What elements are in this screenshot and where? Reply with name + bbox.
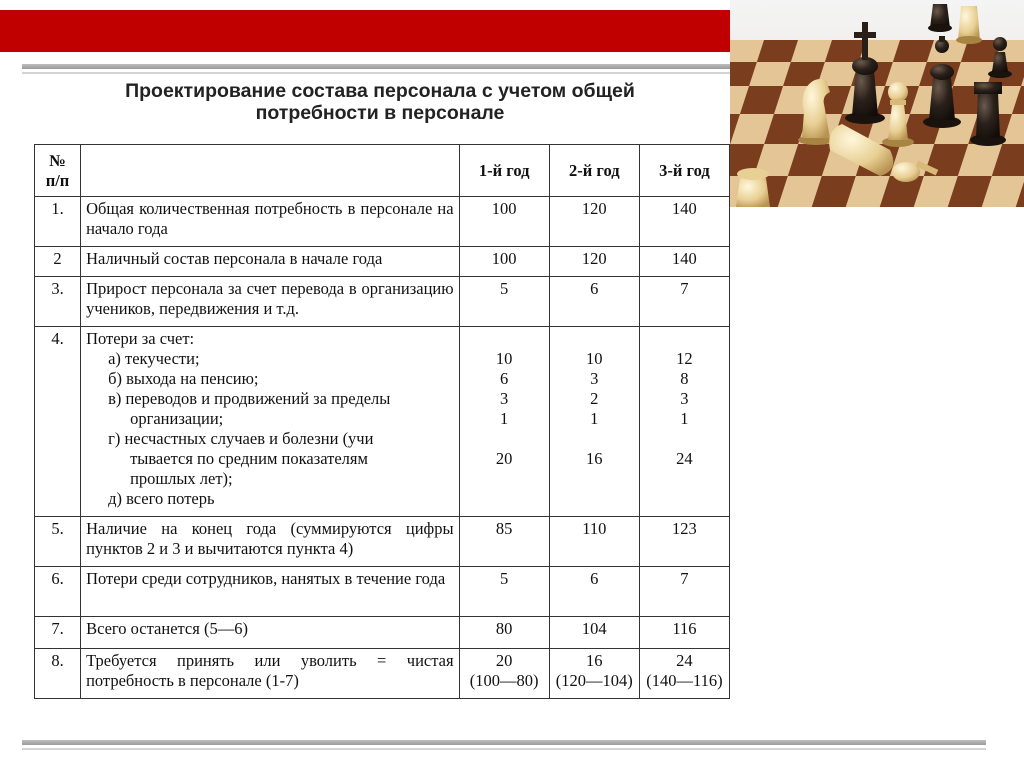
losses-year1 [459,327,549,517]
row-year3-formula: (140—116) [646,671,723,690]
losses-item-g-cont2: прошлых лет); [130,469,233,488]
page-title [60,80,700,124]
table-header-row [35,145,730,197]
row-text: Общая количественная потребность в персонале на начало года [81,197,460,247]
loss-value: 3 [500,389,509,408]
row-text: Требуется принять или уволить = чистая потребность в персонале (1-7) [81,649,460,699]
row-text: Наличие на конец года (суммируются цифры пунктов 2 и 3 и вычитаются пункта 4) [81,517,460,567]
loss-value: 24 [676,449,693,468]
loss-value: 12 [676,349,693,368]
row-year2: 120 [549,197,639,247]
row-year3: 7 [639,277,729,327]
row-year3: 7 [639,567,729,617]
row-num: 7. [35,617,81,649]
row-year1: 80 [459,617,549,649]
top-divider [22,64,730,69]
losses-item-g: г) несчастных случаев и болезни (учи [108,429,374,448]
header-description [81,145,460,197]
row-year1: 5 [459,567,549,617]
loss-value: 1 [500,409,509,428]
loss-value: 20 [495,449,513,468]
loss-value: 8 [680,369,689,388]
row-num: 2 [35,247,81,277]
row-text: Наличный состав персонала в начале года [81,247,460,277]
bottom-divider [22,740,986,745]
losses-item-b: б) выхода на пенсию; [108,369,259,388]
loss-value: 16 [586,449,603,468]
losses-text [81,327,460,517]
header-year2: 2-й год [549,145,639,197]
loss-value: 10 [586,349,603,368]
row-year2-value: 16 [586,651,603,670]
loss-value: 3 [680,389,689,408]
header-year3: 3-й год [639,145,729,197]
header-num-symbol: № [49,150,66,170]
table-row-losses [35,327,730,517]
top-divider-thin [22,72,730,74]
row-year1: 100 [459,197,549,247]
chess-photo [730,0,1024,207]
row-year1-value: 20 [495,651,513,670]
losses-item-v-cont: организации; [130,409,224,428]
table-row [35,247,730,277]
losses-item-a: а) текучести; [108,349,200,368]
table-row [35,277,730,327]
row-year2-formula: (120—104) [555,671,633,690]
row-year1: 100 [459,247,549,277]
row-year3: 123 [639,517,729,567]
bottom-divider-thin [22,748,986,750]
loss-value: 10 [495,349,513,368]
page-title-line1: Проектирование состава персонала с учетом общей [125,80,635,102]
staffing-table [34,144,730,699]
row-text: Прирост персонала за счет перевода в организацию учеников, передвижения и т.д. [81,277,460,327]
losses-item-d: д) всего потерь [108,489,215,508]
row-num: 6. [35,567,81,617]
table-row [35,517,730,567]
row-year1-formula: (100—80) [469,671,539,690]
losses-item-v: в) переводов и продвижений за пределы [108,389,391,408]
table-row [35,649,730,699]
row-year3 [639,649,729,699]
header-num [35,145,81,197]
losses-year3 [639,327,729,517]
header-accent-bar [0,10,730,52]
loss-value: 6 [500,369,509,388]
loss-value-blank [555,429,634,449]
loss-value: 2 [590,389,599,408]
table-row [35,567,730,617]
row-text: Потери среди сотрудников, нанятых в течение года [81,567,460,617]
row-year2: 6 [549,567,639,617]
losses-heading: Потери за счет: [86,329,195,348]
row-year1: 5 [459,277,549,327]
losses-item-g-cont1: тывается по средним показателям [130,449,368,468]
row-text: Всего останется (5—6) [81,617,460,649]
row-year3: 140 [639,247,729,277]
loss-value-blank [645,429,724,449]
losses-year2 [549,327,639,517]
row-year2: 120 [549,247,639,277]
row-num: 3. [35,277,81,327]
row-num: 4. [35,327,81,517]
loss-value-blank [465,429,544,449]
row-year2 [549,649,639,699]
row-year1 [459,649,549,699]
row-num: 5. [35,517,81,567]
table-row [35,197,730,247]
row-year1: 85 [459,517,549,567]
light-piece-front-icon [736,168,770,207]
row-year3: 116 [639,617,729,649]
table-row [35,617,730,649]
page-title-line2: потребности в персонале [255,102,505,124]
row-year2: 104 [549,617,639,649]
header-num-label: п/п [45,170,70,190]
row-year2: 6 [549,277,639,327]
header-year1: 1-й год [459,145,549,197]
loss-value: 3 [590,369,599,388]
loss-value: 1 [590,409,599,428]
row-num: 1. [35,197,81,247]
row-num: 8. [35,649,81,699]
row-year3: 140 [639,197,729,247]
loss-value: 1 [680,409,689,428]
row-year3-value: 24 [676,651,693,670]
row-year2: 110 [549,517,639,567]
